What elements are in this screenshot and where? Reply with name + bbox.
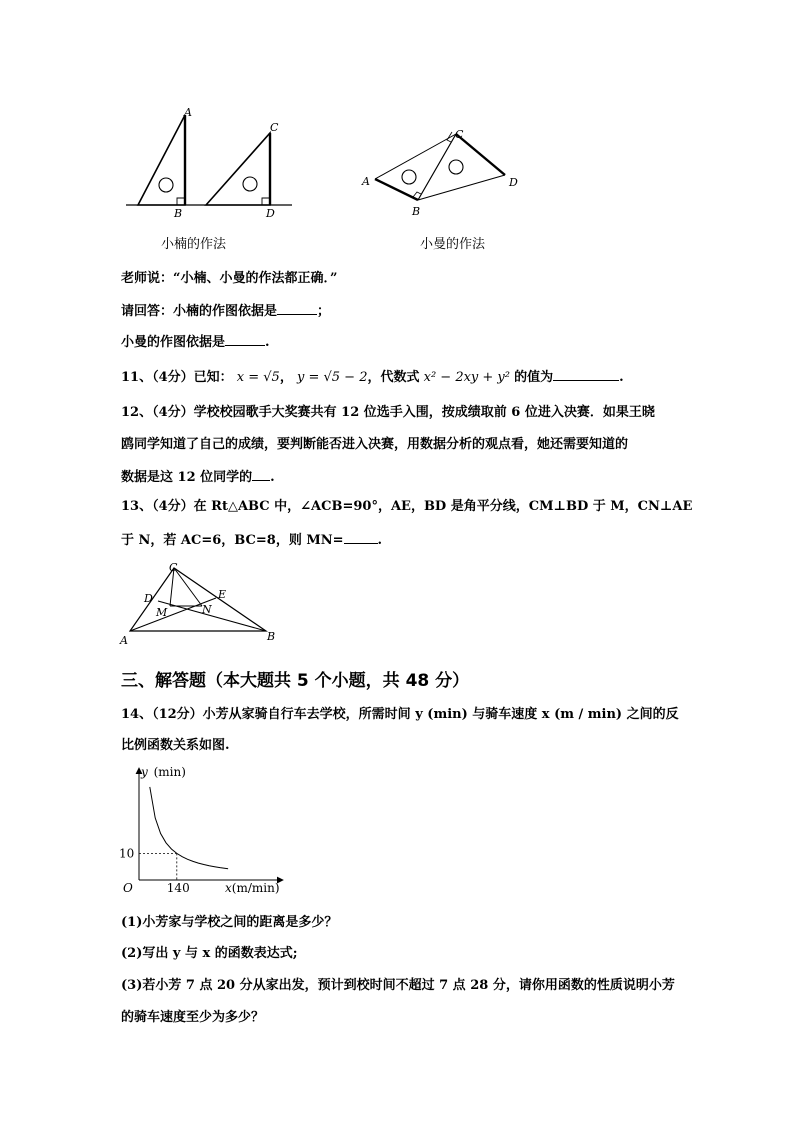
q12-line-3: 数据是这 12 位同学的 .	[121, 467, 275, 487]
inverse-function-chart	[115, 762, 290, 902]
q12-line-1: 12、（4分）学校校园歌手大奖赛共有 12 位选手入围，按成绩取前 6 位进入决赛．如果王晓	[121, 405, 655, 420]
answer-blank[interactable]	[277, 301, 317, 315]
function-curve	[150, 787, 228, 869]
q14-part-3-line-1: (3)若小芳 7 点 20 分从家出发，预计到校时间不超过 7 点 28 分，请你用函数的性质说明小芳	[121, 978, 675, 993]
label-e: E	[218, 588, 227, 601]
xiaoman-figure	[355, 118, 530, 228]
q14-line-1: 14、（12分）小芳从家骑自行车去学校，所需时间 y (min) 与骑车速度 x (m / min) 之间的反	[121, 707, 679, 722]
section-title: 三、解答题（本大题共 5 个小题，共 48 分）	[121, 671, 470, 691]
q13-line-1: 13、（4分）在 Rt△ABC 中，∠ACB=90°，AE，BD 是角平分线，CM⊥BD 于 M，CN⊥AE	[121, 499, 693, 514]
label-c: C	[270, 121, 279, 134]
label-c: C	[455, 128, 464, 141]
q14-line-2: 比例函数关系如图.	[121, 738, 230, 753]
q12-line-2: 鸥同学知道了自己的成绩，要判断能否进入决赛，用数据分析的观点看，她还需要知道的	[121, 437, 629, 452]
x-tick-label: 140	[166, 881, 190, 895]
q14-part-1: (1)小芳家与学校之间的距离是多少？	[121, 915, 338, 930]
answer-blank[interactable]	[553, 367, 619, 381]
q14-part-2: (2)写出 y 与 x 的函数表达式;	[121, 946, 298, 961]
label-d: D	[509, 176, 518, 189]
label-b: B	[412, 205, 421, 218]
q11: 11、（4分）已知： x = √5， y = √5 − 2，代数式 x² − 2xy + y² 的值为 .	[121, 367, 624, 387]
y-tick-label: 10	[119, 846, 135, 861]
label-b: B	[174, 207, 183, 220]
teacher-remark: 老师说：“小楠、小曼的作法都正确．”	[121, 271, 338, 286]
label-d: D	[144, 592, 153, 605]
label-c: C	[169, 561, 178, 574]
label-a: A	[362, 175, 370, 188]
origin-label: O	[123, 881, 133, 895]
q10-answer-line: 请回答：小楠的作图依据是 ；	[121, 301, 330, 321]
xiaonan-caption: 小楠的作法	[161, 237, 227, 252]
q13-figure	[118, 558, 288, 648]
label-n: N	[202, 603, 212, 616]
label-m: M	[156, 606, 168, 619]
q13-line-2: 于 N，若 AC=6，BC=8，则 MN= .	[121, 530, 382, 550]
answer-blank[interactable]	[344, 530, 378, 544]
label-d: D	[266, 207, 275, 220]
x-axis-label: x(m/min)	[225, 881, 280, 895]
xiaonan-figure	[120, 105, 300, 220]
label-a: A	[120, 634, 128, 647]
answer-blank[interactable]	[252, 467, 270, 481]
xiaoman-caption: 小曼的作法	[420, 237, 486, 252]
y-axis-label: y (min)	[141, 765, 186, 779]
label-b: B	[267, 630, 276, 643]
q14-part-3-line-2: 的骑车速度至少为多少？	[121, 1010, 265, 1025]
q10-xiaoman-line: 小曼的作图依据是 .	[121, 332, 270, 352]
label-a: A	[184, 106, 192, 119]
answer-blank[interactable]	[225, 332, 265, 346]
